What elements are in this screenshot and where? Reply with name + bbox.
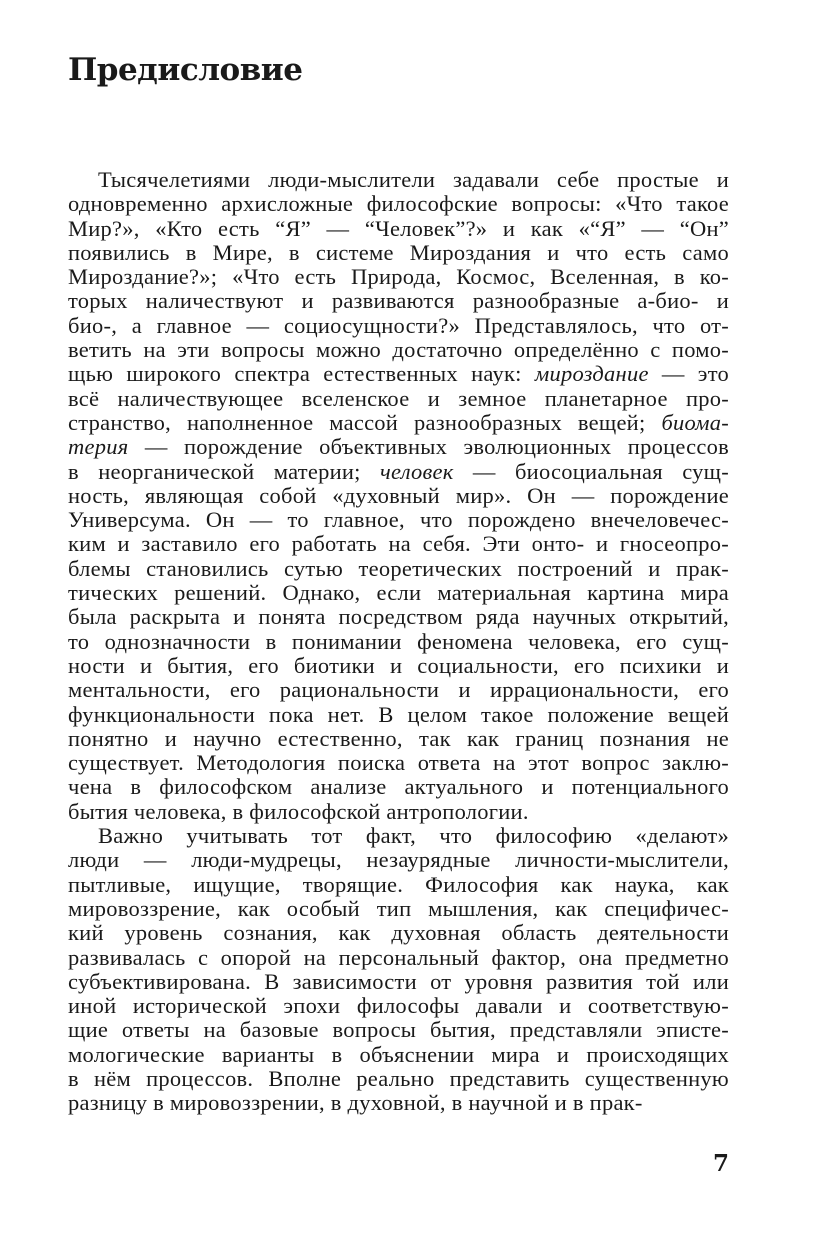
text-line: ность, являющая собой «духовный мир». Он — порождение [68,483,729,508]
body-text [68,168,729,1116]
text-segment: — порождение объективных эволюционных процессов [128,435,729,460]
text-segment: странство, наполненное массой разнообразных вещей; [68,410,662,435]
text-line: щие ответы на базовые вопросы бытия, представляли эписте- [68,1018,729,1043]
text-line: Универсума. Он — то главное, что порождено внечеловечес- [68,508,729,533]
text-line: понятно и научно естественно, так как границ познания не [68,726,729,751]
text-line: ветить на эти вопросы можно достаточно определённо с помо- [68,338,729,363]
italic-term: мироздание [534,362,649,387]
text-segment: — биосоциальная сущ- [453,459,729,484]
text-segment: в неорганической материи; [68,459,381,484]
text-line: Мироздание?»; «Что есть Природа, Космос, Вселенная, в ко- [68,265,729,290]
text-line: бытия человека, в философской антропологии. [68,799,529,824]
text-line: иной исторической эпохи философы давали и соответствую- [68,994,729,1019]
text-line: то однозначности в понимании феномена человека, его сущ- [68,629,729,654]
text-line: люди — люди-мудрецы, незаурядные личности-мыслители, [68,848,729,873]
text-line: торых наличествуют и развиваются разнообразные а-био- и [68,289,729,314]
text-line: Тысячелетиями люди-мыслители задавали себе простые и [98,168,729,192]
text-line [68,460,729,484]
text-line: одновременно архисложные философские вопросы: «Что такое [68,192,729,217]
text-line: всё наличествующее вселенское и земное планетарное про- [68,386,729,411]
italic-term: терия [68,435,129,460]
paragraph-2 [68,824,729,1116]
page-number: 7 [712,1150,729,1177]
text-line: Мир?», «Кто есть “Я” — “Человек”?» и как «“Я” — “Он” [68,216,729,241]
text-line: ности и бытия, его биотики и социальности, его психики и [68,653,729,678]
text-line [68,435,729,459]
text-line: чена в философском анализе актуального и потенциального [68,775,729,800]
text-line: разницу в мировоззрении, в духовной, в научной и в прак- [68,1091,643,1116]
paragraph-1 [68,168,729,824]
text-segment: щью широкого спектра естественных наук: [68,362,535,387]
text-line: Важно учитывать тот факт, что философию «делают» [98,824,729,849]
text-line [68,411,729,435]
text-line: кий уровень сознания, как духовная область деятельности [68,921,729,946]
page-title: Предисловие [68,52,303,88]
text-line: мировоззрение, как особый тип мышления, как специфичес- [68,896,729,921]
italic-term: человек [380,459,454,484]
text-line: пытливые, ищущие, творящие. Философия как наука, как [68,872,729,897]
text-line: мологические варианты в объяснении мира и происходящих [68,1042,729,1067]
text-line: в нём процессов. Вполне реально представить существенную [68,1066,729,1091]
italic-term: биома- [661,410,729,435]
text-line: ментальности, его рациональности и иррациональности, его [68,678,729,703]
text-line: появились в Мире, в системе Мироздания и что есть само [68,240,729,265]
text-line: тических решений. Однако, если материальная картина мира [68,581,729,606]
text-line: существует. Методология поиска ответа на этот вопрос заклю- [68,751,729,776]
text-line: развивалась с опорой на персональный фактор, она предметно [68,945,729,970]
text-line: субъективирована. В зависимости от уровня развития той или [68,969,729,994]
text-segment: — это [648,362,729,387]
text-line [68,362,729,386]
text-line: функциональности пока нет. В целом такое положение вещей [68,702,729,727]
text-line: была раскрыта и понята посредством ряда научных открытий, [68,605,729,630]
text-line: блемы становились сутью теоретических построений и прак- [68,556,729,581]
text-line: ким и заставило его работать на себя. Эти онто- и гносеопро- [68,532,729,557]
text-line: био-, а главное — социосущности?» Представлялось, что от- [68,313,729,338]
